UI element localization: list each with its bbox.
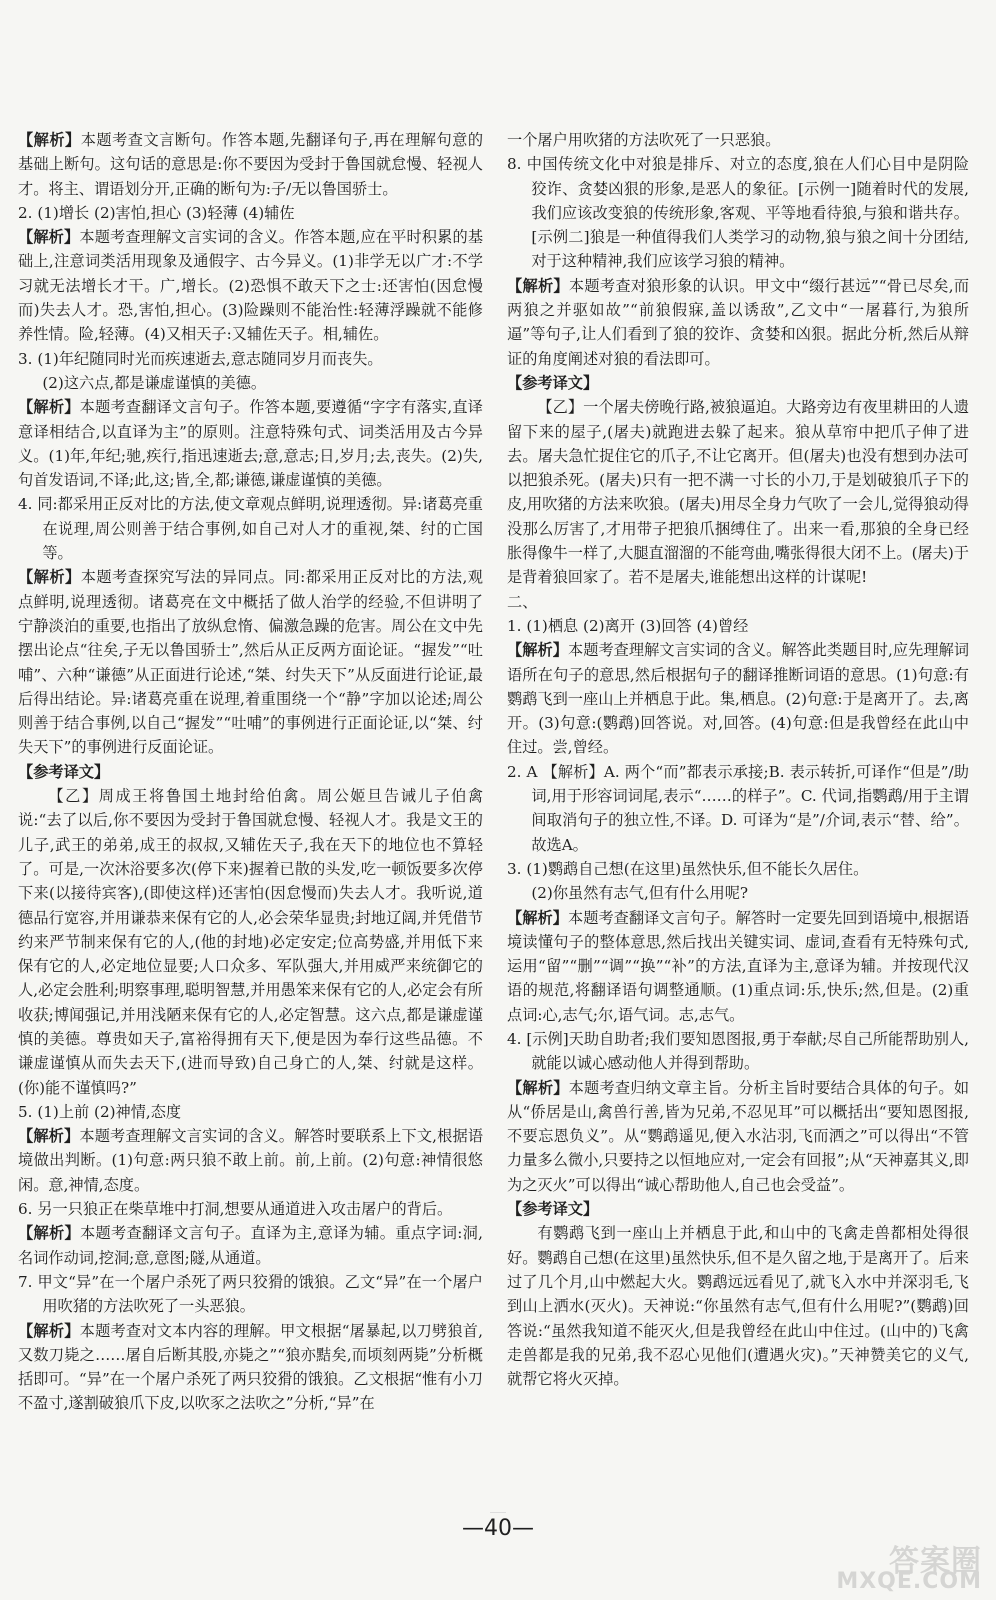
- watermark-logo: 答案圈: [889, 1544, 982, 1579]
- analysis-paragraph: [507, 906, 969, 1027]
- answer-item: 5. (1)上前 (2)神情,态度: [18, 1102, 182, 1121]
- answer-item: 4. [示例]天助自助者;我们要知恩图报,勇于奉献;尽自己所能帮助别人,就能以诚心感动他人并得到帮助。: [507, 1029, 969, 1073]
- analysis-text: 本题考查对狼形象的认识。甲文中“缀行甚远”“骨已尽矣,而两狼之并驱如故”“前狼假寐,盖以诱敌”,乙文中“一屠暮行,为狼所逼”等句子,让人们看到了狼的狡诈、贪婪和凶狠。据此分析,然后从辩证的角度阐述对狼的看法即可。: [507, 276, 970, 368]
- analysis-paragraph: [507, 638, 969, 759]
- translation-paragraph: 有鹦鹉飞到一座山上并栖息于此,和山中的飞禽走兽都相处得很好。鹦鹉自己想(在这里)虽然快乐,但不是久留之地,于是离开了。后来过了几个月,山中燃起大火。鹦鹉远远看见了,就飞入水中并深羽毛,飞到山上洒水(灭火)。天神说:“你虽然有志气,但有什么用呢?”(鹦鹉)回答说:“虽然我知道不能灭火,但是我曾经在此山中住过。(山中的)飞禽走兽都是我的兄弟,我不忍心见他们(遭遇火灾)。”天神赞美它的义气,就帮它将火灭掉。: [507, 1224, 969, 1389]
- answer-item: 3. (1)鹦鹉自己想(在这里)虽然快乐,但不能长久居住。: [507, 859, 869, 878]
- analysis-text: 本题考查翻译文言句子。直译为主,意译为辅。重点字词:洞,名词作动词,挖洞;意,意图;隧,从通道。: [18, 1224, 483, 1267]
- analysis-tag: 【解析】: [18, 228, 80, 247]
- continued-text: 一个屠户用吹猪的方法吹死了一只恶狼。: [507, 131, 781, 149]
- analysis-text: 本题考查理解文言实词的含义。解答时要联系上下文,根据语境做出判断。(1)句意:两只狼不敢上前。前,上前。(2)句意:神情很悠闲。意,神情,态度。: [18, 1127, 484, 1194]
- analysis-tag: 【解析】: [507, 641, 568, 660]
- analysis-tag: 【解析】: [18, 131, 81, 149]
- answer-subitem: (2)这六点,都是谦虚谨慎的美德。: [42, 373, 267, 392]
- section-number: 二、: [507, 592, 538, 611]
- right-column: [507, 128, 969, 1391]
- analysis-tag: 【解析】: [507, 908, 568, 927]
- reference-translation-heading: 【参考译文】: [507, 373, 599, 392]
- analysis-text: 本题考查文言断句。作答本题,先翻译句子,再在理解句意的基础上断句。这句话的意思是:你不要因为受封于鲁国就怠慢、轻视人才。将主、谓语划分开,正确的断句为:子/无以鲁国骄士。: [18, 131, 484, 198]
- page-number: —40—: [462, 1516, 534, 1541]
- analysis-tag: 【解析】: [18, 1127, 80, 1146]
- analysis-paragraph: [18, 565, 483, 759]
- answer-item: 7. 甲文“异”在一个屠户杀死了两只狡猾的饿狼。乙文“异”在一个屠户用吹猪的方法吹死了一头恶狼。: [18, 1272, 483, 1316]
- watermark: [836, 1536, 982, 1594]
- answer-item: 2. (1)增长 (2)害怕,担心 (3)轻薄 (4)辅佐: [18, 203, 295, 222]
- analysis-text: 本题考查翻译文言句子。解答时一定要先回到语境中,根据语境读懂句子的整体意思,然后找出关键实词、虚词,查看有无特殊句式,运用“留”“删”“调”“换”“补”的方法,直译为主,意译为辅。并按现代汉语的规范,将翻译语句调整通顺。(1)重点词:乐,快乐;然,但是。(2)重点词:心,志气;尔,语气词。志,志气。: [507, 908, 970, 1024]
- answer-subitem: (2)你虽然有志气,但有什么用呢?: [531, 884, 749, 903]
- footer-rule: [490, 1512, 506, 1513]
- answer-item: 8. 中国传统文化中对狼是排斥、对立的态度,狼在人们心目中是阴险狡诈、贪婪凶狠的形象,是恶人的象征。[示例一]随着时代的发展,我们应该改变狼的传统形象,客观、平等地看待狼,与狼和谐共存。[示例二]狼是一种值得我们人类学习的动物,狼与狼之间十分团结,对于这种精神,我们应该学习狼的精神。: [507, 155, 969, 271]
- analysis-paragraph: [18, 1319, 483, 1416]
- left-column: [18, 128, 483, 1416]
- analysis-text: 本题考查归纳文章主旨。分析主旨时要结合具体的句子。如从“侨居是山,禽兽行善,皆为兄弟,不忍见耳”可以概括出“要知恩图报,不要忘恩负义”。从“鹦鹉遥见,便入水沾羽,飞而洒之”可以得出“不管力量多么微小,只要持之以恒地应对,一定会有回报”;从“天神嘉其义,即为之灭火”可以得出“诚心帮助他人,自己也会受益”。: [507, 1078, 970, 1194]
- translation-paragraph: 【乙】周成王将鲁国土地封给伯禽。周公姬旦告诫儿子伯禽说:“去了以后,你不要因为受封于鲁国就怠慢、轻视人才。我是文王的儿子,武王的弟弟,成王的叔叔,又辅佐天子,我在天下的地位也不算轻了。可是,一次沐浴要多次(停下来)握着已散的头发,吃一顿饭要多次停下来(以接待宾客),(即使这样)还害怕(因怠慢而)失去人才。我听说,道德品行宽容,并用谦恭来保有它的人,必会荣华显贵;封地辽阔,并凭借节约来严节制来保有它的人,(他的封地)必定安定;位高势盛,并用低下来保有它的人,必定地位显要;人口众多、军队强大,并用威严来统御它的人,必定会胜利;明察事理,聪明智慧,并用愚笨来保有它的人,必定会有所收获;博闻强记,并用浅陋来保有它的人,必定智慧。这六点,都是谦虚谨慎的美德。尊贵如天子,富裕得拥有天下,便是因为奉行这些品德。不谦虚谨慎从而失去天下,(进而导致)自己身亡的人,桀、纣就是这样。(你)能不谨慎吗?”: [18, 787, 483, 1097]
- analysis-paragraph: [507, 274, 969, 371]
- analysis-tag: 【解析】: [507, 276, 569, 295]
- answer-item: 2. A 【解析】A. 两个“而”都表示承接;B. 表示转折,可译作“但是”/助词,用于形容词词尾,表示“……的样子”。C. 代词,指鹦鹉/用于主谓间取消句子的独立性,不译。D. 可译为“是”/介词,表示“替、给”。故选A。: [507, 762, 969, 854]
- analysis-tag: 【解析】: [18, 1224, 81, 1243]
- analysis-text: 本题考查理解文言实词的含义。解答此类题目时,应先理解词语所在句子的意思,然后根据句子的翻译推断词语的意思。(1)句意:有鹦鹉飞到一座山上并栖息于此。集,栖息。(2)句意:于是离开了。去,离开。(3)句意:(鹦鹉)回答说。对,回答。(4)句意:但是我曾经在此山中住过。尝,曾经。: [507, 641, 970, 757]
- answer-item: 3. (1)年纪随同时光而疾速逝去,意志随同岁月而丧失。: [18, 349, 383, 368]
- analysis-paragraph: [18, 1124, 483, 1197]
- analysis-paragraph: [18, 395, 483, 492]
- reference-translation-heading: 【参考译文】: [507, 1200, 599, 1219]
- analysis-text: 本题考查理解文言实词的含义。作答本题,应在平时积累的基础上,注意词类活用现象及通假字、古今异义。(1)非学无以广才:不学习就无法增长才干。广,增长。(2)恐惧不敢天下之士:还害怕(因怠慢而)失去人才。恐,害怕,担心。(3)险躁则不能治性:轻薄浮躁就不能修养性情。险,轻薄。(4)又相天子:又辅佐天子。相,辅佐。: [18, 228, 484, 344]
- analysis-text: 本题考查翻译文言句子。作答本题,要遵循“字字有落实,直译意译相结合,以直译为主”的原则。注意特殊句式、词类活用及古今异义。(1)年,年纪;驰,疾行,指迅速逝去;意,意志;日,岁月;去,丧失。(2)失,句首发语词,不译;此,这;皆,全,都;谦德,谦虚谨慎的美德。: [18, 398, 483, 490]
- analysis-tag: 【解析】: [18, 398, 80, 417]
- answer-item: 4. 同:都采用正反对比的方法,使文章观点鲜明,说理透彻。异:诸葛亮重在说理,周公则善于结合事例,如自己对人才的重视,桀、纣的亡国等。: [18, 495, 483, 563]
- analysis-paragraph: [507, 1076, 969, 1197]
- answer-item: 1. (1)栖息 (2)离开 (3)回答 (4)曾经: [507, 616, 749, 635]
- analysis-paragraph: [18, 128, 483, 201]
- watermark-url: MXQE.COM: [836, 1569, 982, 1594]
- analysis-text: 本题考查对文本内容的理解。甲文根据“屠暴起,以刀劈狼首,又数刀毙之……屠自后断其股,亦毙之”“狼亦黠矣,而顷刻两毙”分析概括即可。“异”在一个屠户杀死了两只狡猾的饿狼。乙文根据“惟有小刀不盈寸,遂割破狼爪下皮,以吹豕之法吹之”分析,“异”在: [18, 1321, 483, 1413]
- analysis-text: 本题考查探究写法的异同点。同:都采用正反对比的方法,观点鲜明,说理透彻。诸葛亮在文中概括了做人治学的经验,不但讲明了宁静淡泊的重要,也指出了放纵怠惰、偏激急躁的危害。周公在文中先摆出论点“往矣,子无以鲁国骄士”,然后从正反两方面论证。“握发”“吐哺”、六种“谦德”从正面进行论述,“桀、纣失天下”从反面进行论证,最后得出结论。异:诸葛亮重在说理,着重围绕一个“静”字加以论述;周公则善于结合事例,以自己“握发”“吐哺”的事例进行正面论证,以“桀、纣失天下”的事例进行反面论证。: [18, 568, 483, 757]
- translation-paragraph: 【乙】一个屠夫傍晚行路,被狼逼迫。大路旁边有夜里耕田的人遗留下来的屋子,(屠夫)就跑进去躲了起来。狼从草帘中把爪子伸了进去。屠夫急忙捉住它的爪子,不让它离开。但(屠夫)也没有想到办法可以把狼杀死。(屠夫)只有一把不满一寸长的小刀,于是划破狼爪子下的皮,用吹猪的方法来吹狼。(屠夫)用尽全身力气吹了一会儿,觉得狼动得没那么厉害了,才用带子把狼爪捆缚住了。出来一看,那狼的全身已经胀得像牛一样了,大腿直溜溜的不能弯曲,嘴张得很大闭不上。(屠夫)于是背着狼回家了。若不是屠夫,谁能想出这样的计谋呢!: [507, 398, 969, 587]
- analysis-paragraph: [18, 1221, 483, 1270]
- analysis-tag: 【解析】: [507, 1078, 569, 1097]
- analysis-tag: 【解析】: [18, 568, 81, 587]
- answer-item: 6. 另一只狼正在柴草堆中打洞,想要从通道进入攻击屠户的背后。: [18, 1200, 453, 1219]
- reference-translation-heading: 【参考译文】: [18, 762, 110, 781]
- analysis-tag: 【解析】: [18, 1321, 80, 1340]
- analysis-paragraph: [18, 225, 483, 346]
